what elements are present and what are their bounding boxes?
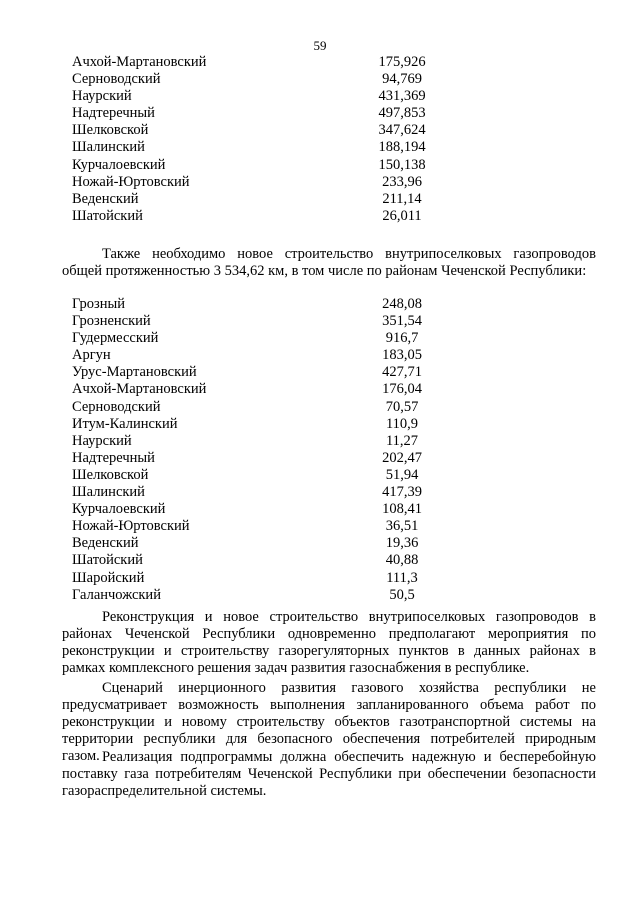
paragraph-reconstruction: Реконструкция и новое строительство внутрипоселковых газопроводов в районах Чеченской Республики одновременно предполагают мероприятия по реконструкции и строительству газорегуляторных пунктов в данных районах в рамках комплексного решения задач развития газоснабжения в республике.: [62, 609, 596, 676]
district-value: 497,853: [378, 105, 426, 122]
district-value: 248,08: [382, 296, 422, 312]
district-name: Ножай-Юртовский: [72, 173, 190, 190]
district-name: Урус-Мартановский: [72, 364, 197, 381]
district-value: 70,57: [385, 398, 419, 415]
district-name: Ачхой-Мартановский: [72, 381, 207, 398]
district-value: 40,88: [385, 552, 419, 569]
district-name: Надтеречный: [72, 105, 155, 122]
district-name: Галанчожский: [72, 586, 161, 603]
district-name: Шалинский: [72, 139, 145, 156]
district-name: Шатойский: [72, 552, 143, 569]
district-name: Шелковской: [72, 466, 149, 483]
district-value: 175,926: [378, 54, 426, 70]
district-value: 211,14: [382, 190, 422, 207]
page-number: 59: [313, 38, 327, 53]
paragraph-implementation: Реализация подпрограммы должна обеспечить надежную и бесперебойную поставку газа потребителям Чеченской Республики при обеспечении безопасности газораспределительной системы.: [62, 749, 596, 799]
district-name: Наурский: [72, 88, 132, 105]
district-name: Грозненский: [72, 313, 151, 330]
district-name: Шаройский: [72, 569, 145, 586]
district-value: 26,011: [382, 207, 422, 224]
district-name: Шелковской: [72, 122, 149, 139]
district-value: 50,5: [389, 586, 415, 603]
district-value: 347,624: [378, 122, 426, 139]
district-value: 176,04: [382, 381, 422, 398]
district-value: 94,769: [382, 71, 422, 88]
district-value: 110,9: [385, 415, 419, 432]
district-name: Шатойский: [72, 207, 143, 224]
district-name: Ачхой-Мартановский: [72, 54, 207, 70]
district-value: 202,47: [382, 449, 422, 466]
district-name: Грозный: [72, 296, 125, 312]
district-value: 11,27: [385, 432, 419, 449]
district-value: 233,96: [382, 173, 422, 190]
district-value: 111,3: [386, 569, 418, 586]
district-value: 188,194: [378, 139, 426, 156]
district-value: 108,41: [382, 501, 422, 518]
district-name: Ножай-Юртовский: [72, 518, 190, 535]
district-value: 36,51: [385, 518, 419, 535]
district-name: Веденский: [72, 190, 139, 207]
district-value: 183,05: [382, 347, 422, 364]
district-name: Серноводский: [72, 71, 161, 88]
district-value: 51,94: [385, 466, 419, 483]
district-name: Надтеречный: [72, 449, 155, 466]
district-value: 916,7: [385, 330, 419, 347]
district-name: Наурский: [72, 432, 132, 449]
district-name: Гудермесский: [72, 330, 159, 347]
district-value: 19,36: [385, 535, 419, 552]
district-value: 431,369: [378, 88, 426, 105]
paragraph-scenario: Сценарий инерционного развития газового хозяйства республики не предусматривает возможность выполнения запланированного объема работ по реконструкции и новому строительству объектов газотранспортной системы на территории республики для безопасного обеспечения потребителей природным газом.: [62, 680, 596, 764]
district-name: Шалинский: [72, 484, 145, 501]
district-name: Серноводский: [72, 398, 161, 415]
district-value: 150,138: [378, 156, 426, 173]
district-name: Веденский: [72, 535, 139, 552]
district-name: Курчалоевский: [72, 501, 166, 518]
district-name: Итум-Калинский: [72, 415, 178, 432]
district-value: 351,54: [382, 313, 422, 330]
district-value: 427,71: [382, 364, 422, 381]
paragraph-intro: Также необходимо новое строительство внутрипоселковых газопроводов общей протяженностью 3 534,62 км, в том числе по районам Чеченской Республики:: [62, 246, 596, 279]
district-value: 417,39: [382, 484, 422, 501]
district-name: Аргун: [72, 347, 111, 364]
district-name: Курчалоевский: [72, 156, 166, 173]
